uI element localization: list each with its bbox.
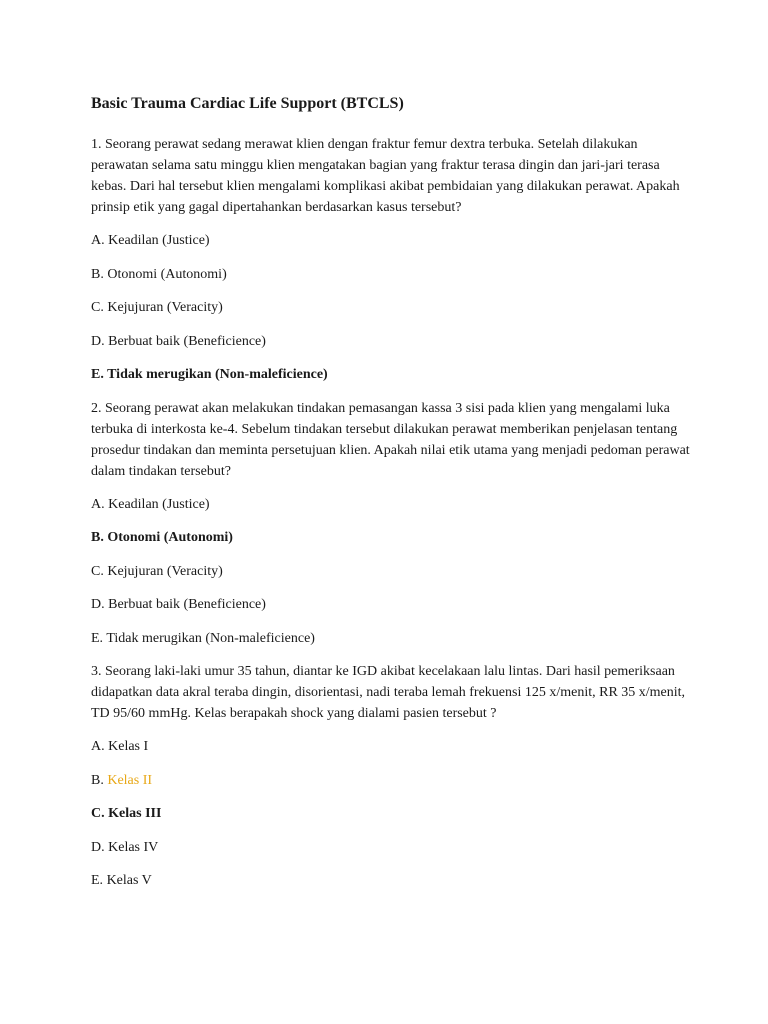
question-2-option-e: E. Tidak merugikan (Non-maleficience) xyxy=(91,630,315,646)
question-1-option-e-answer: E. Tidak merugikan (Non-maleficience) xyxy=(91,367,328,382)
question-1-option-c: C. Kejujuran (Veracity) xyxy=(91,300,223,315)
question-3-text: 3. Seorang laki-laki umur 35 tahun, diantar ke IGD akibat kecelakaan lalu lintas. Dari hasil pemeriksaan didapatkan data akral teraba dingin, disorientasi, nadi teraba lemah frekuensi 125 x/menit, RR 35 x/menit, TD 95/60 mmHg. Kelas berapakah shock yang dialami pasien tersebut ? xyxy=(91,664,686,721)
question-2-text: 2. Seorang perawat akan melakukan tindakan pemasangan kassa 3 sisi pada klien yang mengalami luka terbuka di interkosta ke-4. Sebelum tindakan tersebut dilakukan perawat memberikan penjelasan tentang prosedur tindakan dan meminta persetujuan klien. Apakah nilai etik utama yang menjadi pedoman perawat dalam tindakan tersebut? xyxy=(91,400,690,479)
question-1-text: 1. Seorang perawat sedang merawat klien dengan fraktur femur dextra terbuka. Setelah dilakukan perawatan selama satu minggu klien mengatakan bagian yang fraktur terasa dingin dan jari-jari terasa kebas. Dari hal tersebut klien mengalami komplikasi akibat pembidaian yang dilakukan perawat. Apakah prinsip etik yang gagal dipertahankan berdasarkan kasus tersebut? xyxy=(91,137,680,215)
highlighted-option-text: Kelas II xyxy=(107,772,153,788)
question-3-option-e: E. Kelas V xyxy=(91,873,152,888)
question-3-option-b: B. Kelas II xyxy=(91,772,153,788)
document-title: Basic Trauma Cardiac Life Support (BTCLS) xyxy=(91,95,404,112)
question-2-option-d: D. Berbuat baik (Beneficience) xyxy=(91,597,266,612)
document-page xyxy=(91,93,691,904)
question-2-option-a: A. Keadilan (Justice) xyxy=(91,496,210,512)
question-2-option-b-answer: B. Otonomi (Autonomi) xyxy=(91,530,233,545)
question-1-option-a: A. Keadilan (Justice) xyxy=(91,233,210,248)
question-1-option-d: D. Berbuat baik (Beneficience) xyxy=(91,333,266,349)
question-3-option-a: A. Kelas I xyxy=(91,739,149,754)
question-1-option-b: B. Otonomi (Autonomi) xyxy=(91,266,227,282)
question-3-option-c-answer: C. Kelas III xyxy=(91,806,162,821)
question-2-option-c: C. Kejujuran (Veracity) xyxy=(91,563,223,579)
question-3-option-d: D. Kelas IV xyxy=(91,839,159,855)
